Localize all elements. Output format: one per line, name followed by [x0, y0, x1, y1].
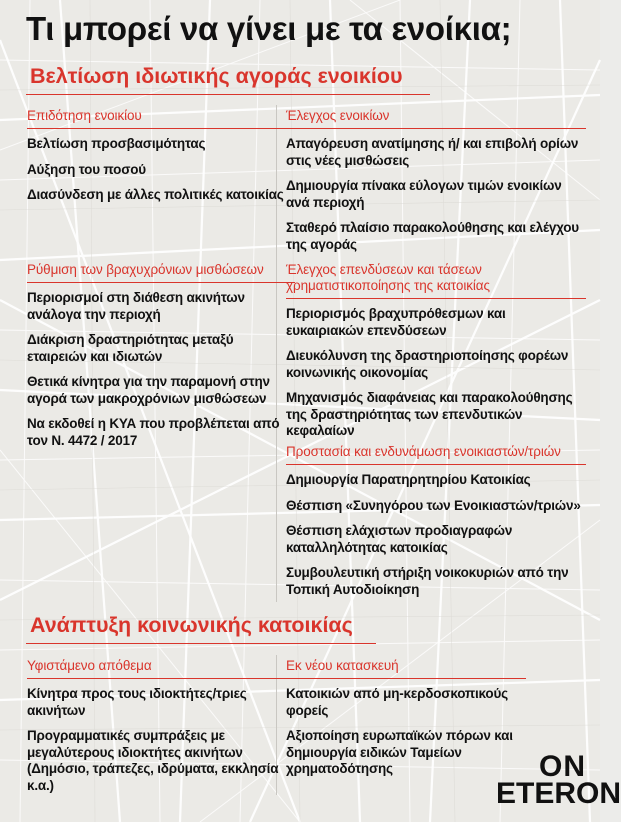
section-1-right-column-2 — [286, 262, 586, 449]
list-item: Κίνητρα προς τους ιδιοκτήτες/τριες ακινήτων — [27, 686, 247, 718]
list-item: Αύξηση του ποσού — [27, 161, 146, 177]
section-heading-underline — [26, 643, 376, 644]
section-heading-underline — [26, 94, 430, 95]
group-title: Υφιστάμενο απόθεμα — [27, 658, 295, 679]
group-title: Έλεγχος ενοικίων — [286, 108, 586, 129]
list-item: Διασύνδεση με άλλες πολιτικές κατοικίας — [27, 187, 284, 202]
list-item: Απαγόρευση ανατίμησης ή/ και επιβολή ορίων στις νέες μισθώσεις — [286, 136, 579, 168]
list-item: Περιορισμοί στη διάθεση ακινήτων ανάλογα την περιοχή — [27, 290, 245, 322]
section-1-left-column — [27, 108, 295, 213]
group-title: Εκ νέου κατασκευή — [286, 658, 526, 679]
group-investment-control — [286, 262, 586, 440]
on-eteron-logo — [496, 749, 621, 811]
group-rent-control — [286, 108, 586, 253]
list-item: Διάκριση δραστηριότητας μεταξύ εταιρειών και ιδιωτών — [27, 332, 234, 364]
group-tenant-protection — [286, 444, 586, 598]
logo-line-2: ETERON — [496, 777, 621, 811]
list-item: Μηχανισμός διαφάνειας και παρακολούθησης της δραστηριότητας των επενδυτικών κεφαλαίων — [286, 390, 573, 438]
list-item: Δημιουργία πίνακα εύλογων τιμών ενοικίων ανά περιοχή — [286, 178, 562, 210]
list-item: Σταθερό πλαίσιο παρακολούθησης και ελέγχου της αγοράς — [286, 220, 579, 252]
page-title: Τι μπορεί να γίνει με τα ενοίκια; — [26, 10, 512, 47]
group-title: Επιδότηση ενοικίου — [27, 108, 295, 129]
section-2-left-column — [27, 658, 295, 803]
list-item: Κατοικιών από μη-κερδοσκοπικούς φορείς — [286, 686, 508, 718]
list-item: Να εκδοθεί η ΚΥΑ που προβλέπεται από τον Ν. 4472 / 2017 — [27, 416, 280, 448]
section-1-right-column-3 — [286, 444, 586, 607]
section-2-right-column — [286, 658, 526, 787]
group-title: Έλεγχος επενδύσεων και τάσεων χρηματιστικοποίησης της κατοικίας — [286, 262, 586, 299]
section-1-left-column-2 — [27, 262, 295, 458]
group-rent-subsidy — [27, 108, 295, 204]
section-1-right-column — [286, 108, 586, 262]
logo-line-1: ON — [539, 749, 586, 783]
group-new-construction — [286, 658, 526, 778]
group-short-term-rentals — [27, 262, 295, 449]
group-existing-stock — [27, 658, 295, 794]
list-item: Θέσπιση «Συνηγόρου των Ενοικιαστών/τριών» — [286, 497, 581, 513]
section-heading-private-rental: Βελτίωση ιδιωτικής αγοράς ενοικίου — [30, 64, 403, 88]
list-item: Θετικά κίνητρα για την παραμονή στην αγορά των μακροχρόνιων μισθώσεων — [27, 374, 270, 406]
group-title: Προστασία και ενδυνάμωση ενοικιαστών/τριών — [286, 444, 586, 465]
list-item: Αξιοποίηση ευρωπαϊκών πόρων και δημιουργία ειδικών Ταμείων χρηματοδότησης — [286, 728, 513, 776]
list-item: Διευκόλυνση της δραστηριοποίησης φορέων κοινωνικής οικονομίας — [286, 348, 569, 380]
group-title: Ρύθμιση των βραχυχρόνιων μισθώσεων — [27, 262, 295, 283]
list-item: Θέσπιση ελάχιστων προδιαγραφών καταλληλότητας κατοικίας — [286, 523, 513, 555]
list-item: Δημιουργία Παρατηρητηρίου Κατοικίας — [286, 472, 531, 487]
list-item: Βελτίωση προσβασιμότητας — [27, 136, 206, 151]
list-item: Συμβουλευτική στήριξη νοικοκυριών από την Τοπική Αυτοδιοίκηση — [286, 565, 569, 597]
list-item: Προγραμματικές συμπράξεις με μεγαλύτερους ιδιοκτήτες ακινήτων (Δημόσιο, τράπεζες, ιδρύματα, εκκλησία κ.α.) — [27, 728, 279, 793]
list-item: Περιορισμός βραχυπρόθεσμων και ευκαιριακών επενδύσεων — [286, 306, 506, 338]
section-heading-social-housing: Ανάπτυξη κοινωνικής κατοικίας — [30, 613, 353, 637]
